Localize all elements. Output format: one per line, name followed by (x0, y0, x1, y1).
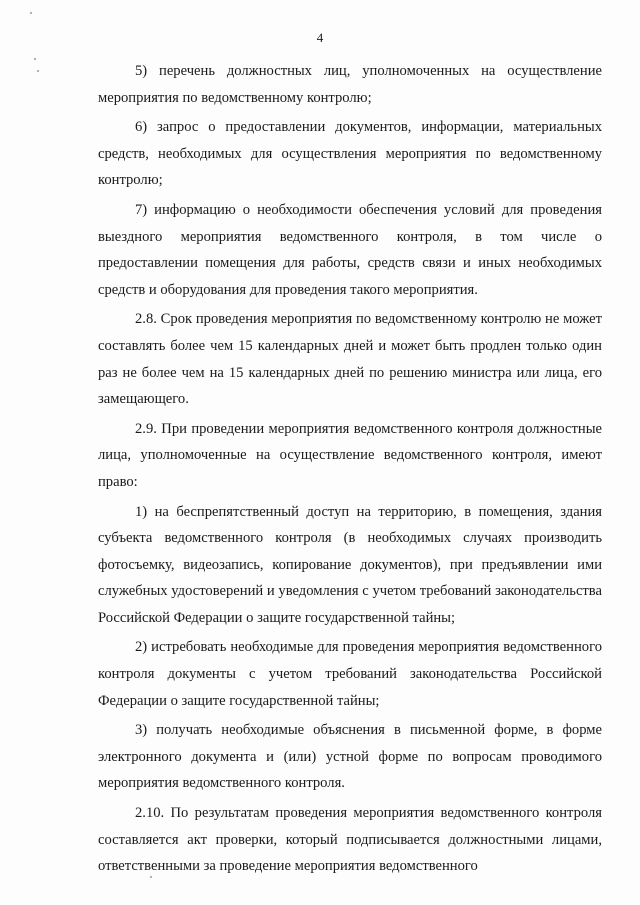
clause-2-10: 2.10. По результатам проведения мероприятия ведомственного контроля составляется акт проверки, который подписывается должностными лицами, ответственными за проведение мероприятия ведомственного (98, 805, 602, 875)
scan-speck (37, 70, 39, 72)
scan-speck (150, 876, 152, 878)
scan-speck (34, 58, 36, 60)
right-item-3: 3) получать необходимые объяснения в письменной форме, в форме электронного документа и (или) устной форме по вопросам проводимого мероприятия ведомственного контроля. (98, 722, 602, 792)
list-item-7: 7) информацию о необходимости обеспечения условий для проведения выездного мероприятия ведомственного контроля, в том числе о предоставлении помещения для работы, средств связи и иных необходимых средств и оборудования для проведения такого мероприятия. (98, 201, 602, 298)
page-number: 4 (316, 30, 324, 45)
scan-speck (30, 12, 32, 14)
list-item-5: 5) перечень должностных лиц, уполномоченных на осуществление мероприятия по ведомственному контролю; (98, 63, 602, 106)
list-item-6: 6) запрос о предоставлении документов, информации, материальных средств, необходимых для осуществления мероприятия по ведомственному контролю; (98, 119, 602, 189)
right-item-2: 2) истребовать необходимые для проведения мероприятия ведомственного контроля документы с учетом требований законодательства Российской Федерации о защите государственной тайны; (98, 639, 602, 709)
clause-2-9: 2.9. При проведении мероприятия ведомственного контроля должностные лица, уполномоченные на осуществление ведомственного контроля, имеют право: (98, 420, 602, 490)
document-body (98, 58, 602, 883)
clause-2-8: 2.8. Срок проведения мероприятия по ведомственному контролю не может составлять более чем 15 календарных дней и может быть продлен только один раз не более чем на 15 календарных дней по решению министра или лица, его замещающего. (98, 311, 602, 408)
right-item-1: 1) на беспрепятственный доступ на территорию, в помещения, здания субъекта ведомственного контроля (в необходимых случаях производить фотосъемку, видеозапись, копирование документов), при предъявлении ими служебных удостоверений и уведомления с учетом требований законодательства Российской Федерации о защите государственной тайны; (98, 503, 602, 626)
